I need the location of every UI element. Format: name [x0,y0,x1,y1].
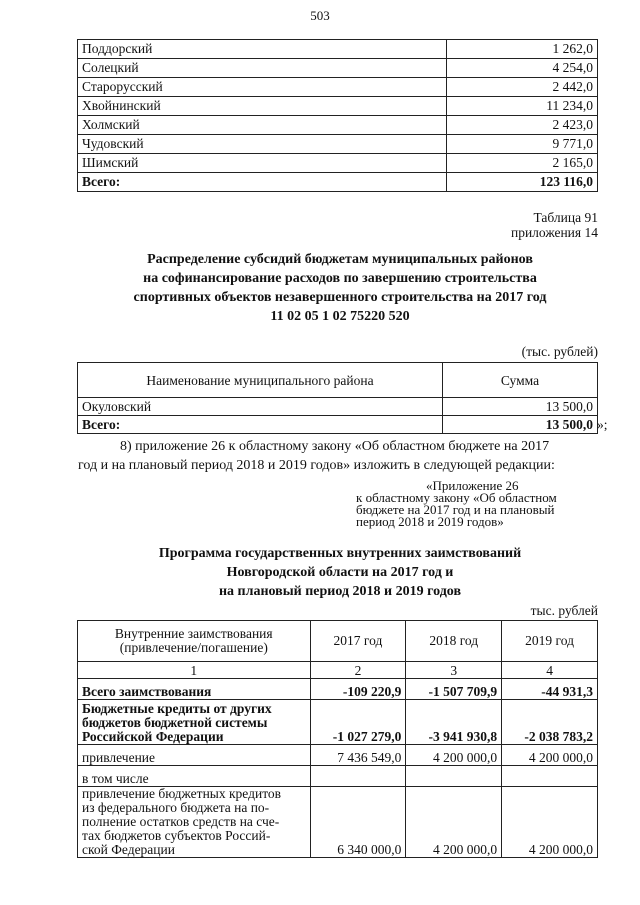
table-row [78,787,598,858]
header-line: (привлечение/погашение) [119,640,268,655]
column-header-borrowings [78,621,311,662]
row-label [78,787,311,858]
appendix-line: бюджете на 2017 год и на плановый [356,502,555,517]
district-value: 4 254,0 [447,59,598,78]
district-name: Хвойнинский [78,97,447,116]
total-label: Всего: [78,416,443,434]
district-value: 9 771,0 [447,135,598,154]
column-header-2018: 2018 год [406,621,502,662]
total-value: 123 116,0 [447,173,598,192]
district-name: Шимский [78,154,447,173]
district-value: 1 262,0 [447,40,598,59]
row-label: привлечение [78,745,311,766]
column-header-sum: Сумма [443,363,598,398]
table-row [78,398,598,416]
table-row [78,40,598,59]
page-number: 503 [310,8,330,23]
district-value: 2 423,0 [447,116,598,135]
label-line: ской Федерации [82,842,175,857]
district-value: 13 500,0 [443,398,598,416]
value-2019: -44 931,3 [502,679,598,700]
column-header-2017: 2017 год [310,621,406,662]
total-value: 13 500,0 [545,417,593,432]
appendix-line: «Приложение 26 [426,478,519,493]
column-number: 2 [310,662,406,679]
district-value: 2 165,0 [447,154,598,173]
column-numbers-row [78,662,598,679]
column-number: 4 [502,662,598,679]
table-appendix: приложения 14 [510,225,598,240]
label-line: Российской Федерации [82,729,224,744]
total-label: Всего: [78,173,447,192]
district-name: Чудовский [78,135,447,154]
title-line: на софинансирование расходов по завершению строительства [143,271,537,286]
district-name: Поддорский [78,40,447,59]
empty-cell [502,766,598,787]
closing-quote: »; [597,417,608,432]
district-name: Солецкий [78,59,447,78]
district-value: 2 442,0 [447,78,598,97]
row-label: в том числе [78,766,311,787]
paragraph-line: год и на плановый период 2018 и 2019 годов» изложить в следующей редакции: [78,458,555,473]
label-line: тах бюджетов субъектов Россий- [82,828,271,843]
table-row [78,78,598,97]
value-2018: 4 200 000,0 [406,745,502,766]
value-2017: 6 340 000,0 [310,787,406,858]
table-row [78,59,598,78]
table-row [78,154,598,173]
table-number: Таблица 91 [533,210,598,225]
value-2017: -109 220,9 [310,679,406,700]
title-line: спортивных объектов незавершенного строительства на 2017 год [133,290,547,305]
label-line: из федерального бюджета на по- [82,800,270,815]
table-row [78,97,598,116]
label-line: Бюджетные кредиты от других [82,701,272,716]
label-line: привлечение бюджетных кредитов [82,786,282,801]
district-name: Старорусский [78,78,447,97]
appendix-line: период 2018 и 2019 годов» [356,514,504,529]
appendix-header [356,480,606,528]
district-name: Холмский [78,116,447,135]
table91-title [60,250,620,326]
table-row [78,745,598,766]
table-reference [400,210,598,240]
borrowing-program-table [77,620,598,858]
total-row [78,173,598,192]
table-row [78,679,598,700]
value-2017: 7 436 549,0 [310,745,406,766]
title-line: Распределение субсидий бюджетам муниципальных районов [147,252,533,267]
total-cell [443,416,608,434]
paragraph-line: 8) приложение 26 к областному закону «Об областном бюджете на 2017 [120,439,550,454]
appendix-line: к областному закону «Об областном [356,490,557,505]
table-row [78,135,598,154]
header-line: Внутренние заимствования [114,626,273,641]
row-label [78,700,311,745]
value-2018: -3 941 930,8 [406,700,502,745]
subsidy-table-91 [77,362,608,434]
value-2017: -1 027 279,0 [310,700,406,745]
district-value: 11 234,0 [447,97,598,116]
table-header [78,363,598,398]
empty-cell [406,766,502,787]
amendment-paragraph [60,437,620,475]
title-line: на плановый период 2018 и 2019 годов [218,584,462,599]
column-number: 1 [78,662,311,679]
label-line: полнение остатков средств на сче- [82,814,280,829]
table-row [78,700,598,745]
value-2019: 4 200 000,0 [502,745,598,766]
value-2018: 4 200 000,0 [406,787,502,858]
title-line: Новгородской области на 2017 год и [226,565,454,580]
units-label: (тыс. рублей) [521,344,598,359]
budget-code: 11 02 05 1 02 75220 520 [270,309,410,324]
value-2019: -2 038 783,2 [502,700,598,745]
table-row [78,116,598,135]
row-label: Всего заимствования [78,679,311,700]
column-header-2019: 2019 год [502,621,598,662]
district-name: Окуловский [78,398,443,416]
empty-cell [310,766,406,787]
column-number: 3 [406,662,502,679]
subsidy-table-continued [77,39,598,192]
label-line: бюджетов бюджетной системы [82,715,268,730]
value-2019: 4 200 000,0 [502,787,598,858]
table-header [78,621,598,662]
total-row [78,416,598,434]
column-header-district: Наименование муниципального района [78,363,443,398]
units-label: тыс. рублей [530,603,598,618]
title-line: Программа государственных внутренних заимствований [158,546,522,561]
program-title [60,544,620,601]
table-row [78,766,598,787]
value-2018: -1 507 709,9 [406,679,502,700]
